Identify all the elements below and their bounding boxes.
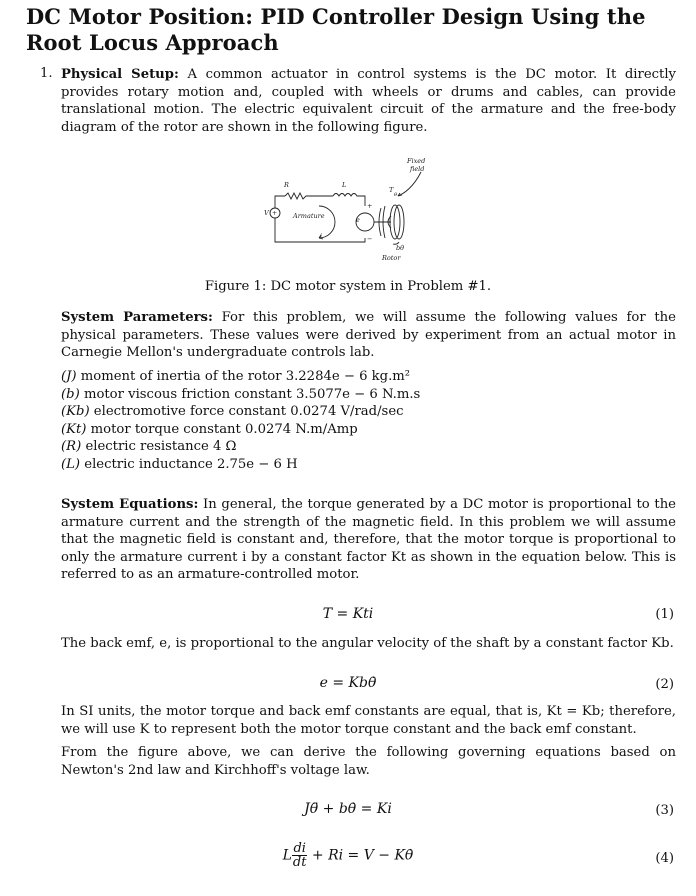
equation-4 [0,842,696,869]
parameter-text: electric inductance 2.75e − 6 H [84,456,298,472]
physical-setup-body: A common actuator in control systems is the DC motor. It directly provides rotary motion and, coupled with wheels or drums and cables, can provide translational motion. The electric equivalent circuit of the armature and the free-body diagram of the rotor are shown in the following figure. [61,67,676,135]
parameter-item [61,368,676,386]
si-units-paragraph: In SI units, the motor torque and back emf constants are equal, that is, Kt = Kb; therefore, we will use K to represent both the motor torque constant and the back emf constant. [61,704,676,737]
fixed-field-label: Fixed [407,157,426,165]
parameter-list [61,368,676,474]
equation-3: Jθ̈ + bθ̇ = Ki [304,801,392,817]
parameter-item [61,456,676,474]
torque-label: T [389,186,394,194]
equation-4-inductance: L [282,847,292,864]
equation-1: T = Kti [322,606,374,622]
parameter-text: electromotive force constant 0.0274 V/rad/sec [93,404,404,420]
system-equations-paragraph [61,496,676,584]
inductor-label: L [342,181,347,189]
back-emf-paragraph: The back emf, e, is proportional to the angular velocity of the shaft by a constant factor Kb. [61,636,674,651]
minus-label: − [367,235,373,243]
system-equations-body: In general, the torque generated by a DC motor is proportional to the armature current and the strength of the magnetic field. In this problem we will assume that the magnetic field is constant and, therefore, that the motor torque is proportional to only the armature current i by a constant factor Kt as shown in the equation below. This is referred to as an armature-controlled motor. [61,497,676,583]
parameter-item [61,421,676,439]
parameter-item [61,403,676,421]
equation-2: e = Kbθ̇ [319,675,377,691]
parameter-symbol: (Kb) [61,404,90,420]
resistor-label: R [284,181,289,189]
section-number: 1. [40,66,53,81]
source-plus-sign: + [272,210,278,217]
dc-motor-figure [253,146,453,268]
plus-label: + [367,202,373,210]
torque-sub-label: θ [394,192,398,198]
parameter-symbol: (b) [61,386,80,402]
derivation-paragraph: From the figure above, we can derive the following governing equations based on Newton's 2nd law and Kirchhoff's voltage law. [61,745,676,778]
parameter-symbol: (Kt) [61,421,87,437]
equation-4-rest: + Ri = V − Kθ̇ [311,847,414,864]
system-equations-heading: System Equations: [61,497,199,512]
parameter-text: motor viscous friction constant 3.5077e − 6 N.m.s [83,386,421,402]
equation-4-denominator: dt [292,855,307,870]
parameter-text: moment of inertia of the rotor 3.2284e − 6 kg.m² [80,369,411,384]
rotor-label: Rotor [382,254,401,262]
inductor [333,194,365,207]
equation-2-number: (2) [655,677,674,692]
parameter-item [61,386,676,404]
equation-4-fraction [292,842,308,869]
armature-label: Armature [293,212,325,220]
equation-1-number: (1) [655,607,674,622]
current-label: i [320,232,323,240]
parameter-symbol: (L) [61,456,81,472]
physical-setup-heading: Physical Setup: [61,67,179,82]
resistor [285,193,333,199]
voltage-label: V [264,209,269,217]
parameter-item [61,438,676,456]
equation-4-numerator: di [293,841,306,856]
equation-3-number: (3) [655,803,674,818]
parameter-symbol: (J) [61,369,77,384]
parameter-text: electric resistance 4 Ω [85,439,237,455]
friction-label: bθ̇ [396,244,405,252]
system-parameters-heading: System Parameters: [61,310,213,325]
fixed-field-arrow [398,172,421,196]
fixed-field-label-2: field [410,165,425,173]
page-title: DC Motor Position: PID Controller Design Using the Root Locus Approach [26,4,646,55]
parameter-text: motor torque constant 0.0274 N.m/Amp [90,421,358,437]
back-emf-label: e [356,216,360,224]
physical-setup-paragraph [61,66,676,136]
equation-4-number: (4) [655,851,674,866]
system-parameters-body: For this problem, we will assume the following values for the physical parameters. These values were derived by experiment from an actual motor in Carnegie Mellon's undergraduate controls lab. [61,310,676,361]
figure-caption: Figure 1: DC motor system in Problem #1. [204,279,492,294]
system-parameters-paragraph [61,309,676,362]
parameter-symbol: (R) [61,439,82,455]
